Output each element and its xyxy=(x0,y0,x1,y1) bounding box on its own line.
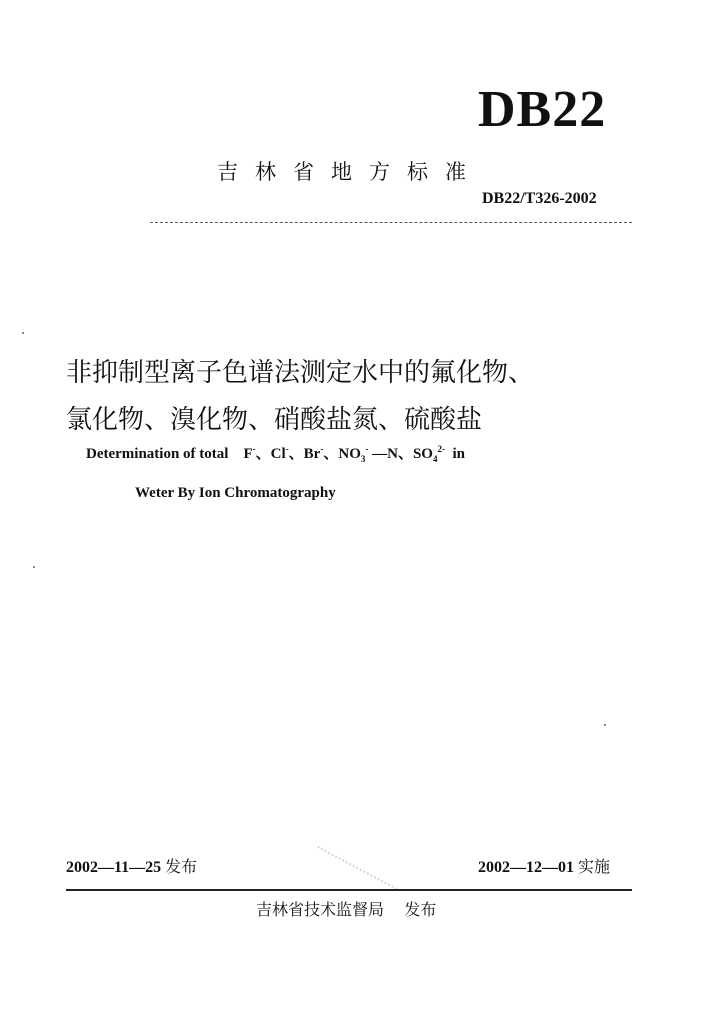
ion-sulfate: $SO_4^{2-}$ xyxy=(412,444,445,464)
implementation-date xyxy=(478,859,610,876)
footer-divider xyxy=(66,889,632,891)
scan-speck xyxy=(604,724,606,726)
implementation-date-value: 2002—12—01 xyxy=(478,859,574,876)
issue-date-value: 2002—11—25 xyxy=(66,859,162,876)
header-divider xyxy=(150,222,632,223)
ion-bromide: Br- xyxy=(303,444,324,462)
english-title-line-1: Determination of total F-、Cl-、Br-、$NO_3^-$ —N、$SO_4^{2-}$ in xyxy=(86,444,465,464)
publisher-name: 吉林省技术监督局 xyxy=(256,900,385,919)
scan-speck xyxy=(22,332,24,334)
publisher-action: 发布 xyxy=(404,900,437,919)
implementation-label: 实施 xyxy=(578,857,611,876)
publisher xyxy=(256,902,436,918)
ion-chloride: Cl- xyxy=(270,444,289,462)
en-title-prefix: Determination of total xyxy=(86,446,229,462)
ion-fluoride: F- xyxy=(243,444,256,462)
issue-label: 发布 xyxy=(165,857,198,876)
standard-logo: DB22 xyxy=(478,81,607,138)
scan-speck xyxy=(33,566,35,568)
standard-code: DB22/T326-2002 xyxy=(482,190,597,207)
english-title-line-2: Weter By Ion Chromatography xyxy=(135,485,336,501)
standard-category-title: 吉林省地方标准 xyxy=(217,160,483,184)
chinese-title-line-1: 非抑制型离子色谱法测定水中的氟化物、 xyxy=(66,358,535,388)
ion-nitrate: $NO_3^-$ —N xyxy=(338,444,398,464)
chinese-title-line-2: 氯化物、溴化物、硝酸盐氮、硫酸盐 xyxy=(66,405,483,435)
faint-watermark xyxy=(317,846,397,890)
issue-date xyxy=(66,859,197,876)
